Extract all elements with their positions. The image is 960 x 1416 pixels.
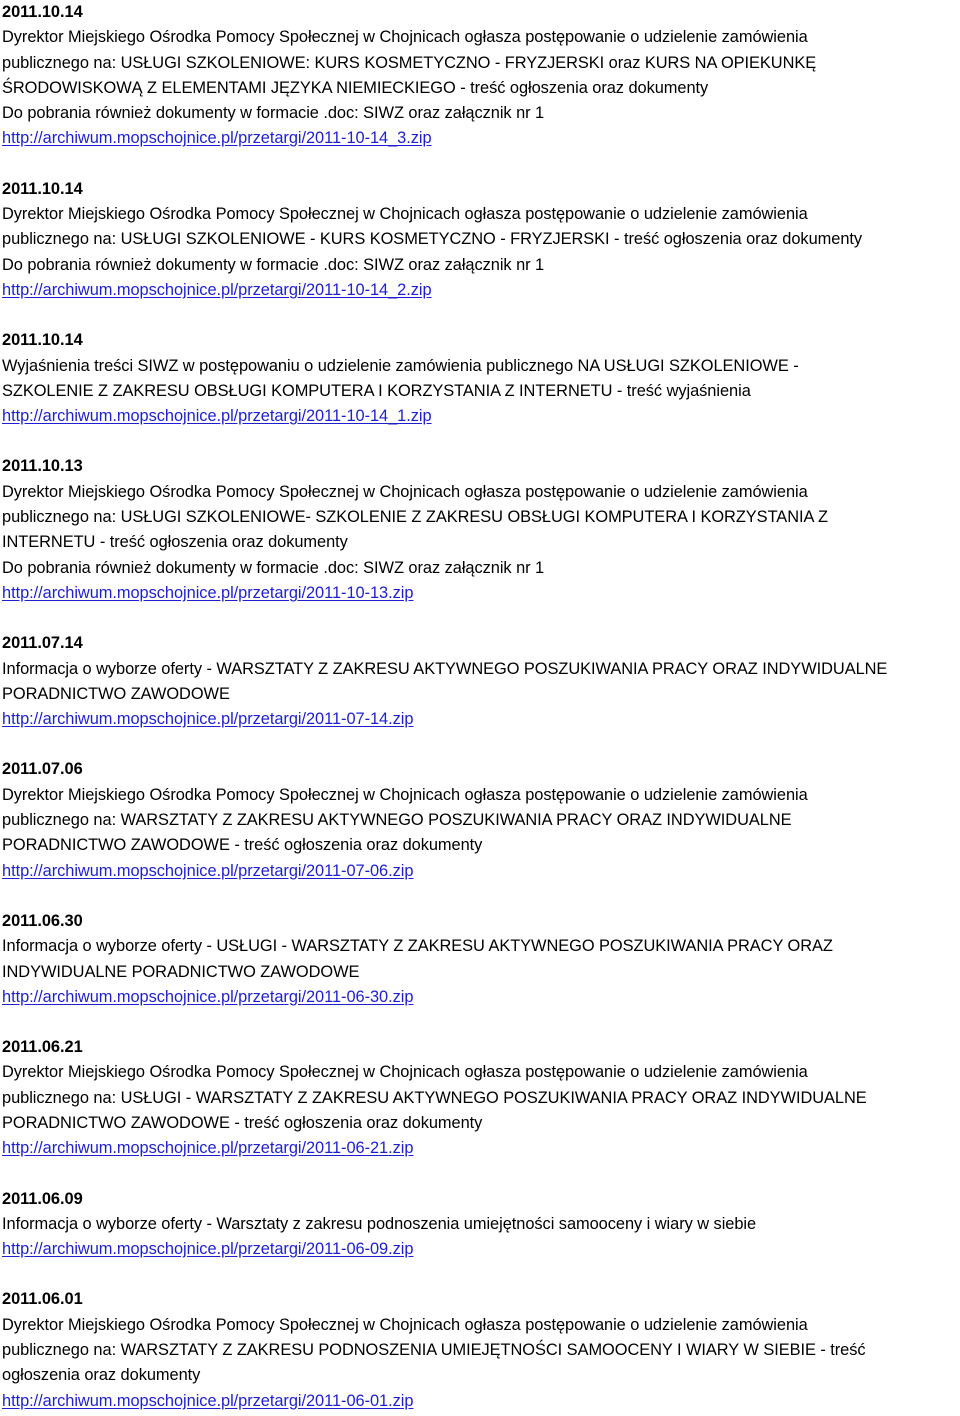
announcement-entry — [2, 1187, 960, 1263]
entry-date: 2011.10.14 — [2, 331, 83, 350]
download-link[interactable]: http://archiwum.mopschojnice.pl/przetargi/2011-06-30.zip — [2, 987, 414, 1006]
entry-text-line: PORADNICTWO ZAWODOWE — [2, 684, 230, 703]
entry-date: 2011.06.01 — [2, 1290, 83, 1309]
entry-text-line: publicznego na: USŁUGI - WARSZTATY Z ZAKRESU AKTYWNEGO POSZUKIWANIA PRACY ORAZ INDYWIDUALNE — [2, 1088, 867, 1107]
entry-date: 2011.06.30 — [2, 911, 83, 930]
announcement-entry — [2, 177, 960, 303]
announcement-entry — [2, 757, 960, 883]
entry-text-line: Dyrektor Miejskiego Ośrodka Pomocy Społecznej w Chojnicach ogłasza postępowanie o udzielenie zamówienia — [2, 1315, 808, 1334]
entry-text-line: Dyrektor Miejskiego Ośrodka Pomocy Społecznej w Chojnicach ogłasza postępowanie o udzielenie zamówienia — [2, 28, 808, 47]
download-link[interactable]: http://archiwum.mopschojnice.pl/przetargi/2011-06-01.zip — [2, 1391, 414, 1410]
entry-text-line: Informacja o wyborze oferty - USŁUGI - WARSZTATY Z ZAKRESU AKTYWNEGO POSZUKIWANIA PRACY ORAZ — [2, 937, 833, 956]
announcement-entry — [2, 454, 960, 606]
download-link[interactable]: http://archiwum.mopschojnice.pl/przetargi/2011-10-13.zip — [2, 583, 414, 602]
announcement-entry — [2, 0, 960, 152]
entry-text-line: ŚRODOWISKOWĄ Z ELEMENTAMI JĘZYKA NIEMIECKIEGO - treść ogłoszenia oraz dokumenty — [2, 78, 709, 97]
download-link[interactable]: http://archiwum.mopschojnice.pl/przetargi/2011-07-14.zip — [2, 710, 414, 729]
entry-date: 2011.06.21 — [2, 1038, 83, 1057]
entry-text-line: Informacja o wyborze oferty - WARSZTATY Z ZAKRESU AKTYWNEGO POSZUKIWANIA PRACY ORAZ INDYWIDUALNE — [2, 659, 888, 678]
entry-text-line: Dyrektor Miejskiego Ośrodka Pomocy Społecznej w Chojnicach ogłasza postępowanie o udzielenie zamówienia — [2, 205, 808, 224]
entry-text-line: Dyrektor Miejskiego Ośrodka Pomocy Społecznej w Chojnicach ogłasza postępowanie o udzielenie zamówienia — [2, 785, 808, 804]
entry-date: 2011.10.13 — [2, 457, 83, 476]
entry-text-line: Wyjaśnienia treści SIWZ w postępowaniu o udzielenie zamówienia publicznego NA USŁUGI SZKOLENIOWE - — [2, 356, 799, 375]
announcement-entry — [2, 631, 960, 732]
entry-text-line: Do pobrania również dokumenty w formacie .doc: SIWZ oraz załącznik nr 1 — [2, 255, 545, 274]
entry-date: 2011.07.06 — [2, 760, 83, 779]
announcement-entry — [2, 1035, 960, 1161]
entry-text-line: Dyrektor Miejskiego Ośrodka Pomocy Społecznej w Chojnicach ogłasza postępowanie o udzielenie zamówienia — [2, 482, 808, 501]
entry-text-line: publicznego na: USŁUGI SZKOLENIOWE - KURS KOSMETYCZNO - FRYZJERSKI - treść ogłoszenia oraz dokumenty — [2, 230, 863, 249]
download-link[interactable]: http://archiwum.mopschojnice.pl/przetargi/2011-10-14_2.zip — [2, 280, 432, 299]
entry-date: 2011.10.14 — [2, 179, 83, 198]
download-link[interactable]: http://archiwum.mopschojnice.pl/przetargi/2011-07-06.zip — [2, 861, 414, 880]
download-link[interactable]: http://archiwum.mopschojnice.pl/przetargi/2011-10-14_1.zip — [2, 407, 432, 426]
entry-text-line: Do pobrania również dokumenty w formacie .doc: SIWZ oraz załącznik nr 1 — [2, 104, 545, 123]
entry-text-line: PORADNICTWO ZAWODOWE - treść ogłoszenia oraz dokumenty — [2, 1113, 483, 1132]
entry-text-line: publicznego na: WARSZTATY Z ZAKRESU AKTYWNEGO POSZUKIWANIA PRACY ORAZ INDYWIDUALNE — [2, 811, 792, 830]
download-link[interactable]: http://archiwum.mopschojnice.pl/przetargi/2011-06-21.zip — [2, 1139, 414, 1158]
entry-date: 2011.10.14 — [2, 3, 83, 21]
entry-date: 2011.06.09 — [2, 1189, 83, 1208]
entry-text-line: Do pobrania również dokumenty w formacie .doc: SIWZ oraz załącznik nr 1 — [2, 558, 545, 577]
entry-text-line: publicznego na: USŁUGI SZKOLENIOWE: KURS KOSMETYCZNO - FRYZJERSKI oraz KURS NA OPIEKUNKĘ — [2, 53, 817, 72]
entry-text-line: INTERNETU - treść ogłoszenia oraz dokumenty — [2, 533, 348, 552]
announcement-entry — [2, 328, 960, 429]
entry-text-line: Informacja o wyborze oferty - Warsztaty z zakresu podnoszenia umiejętności samooceny i wiary w siebie — [2, 1214, 757, 1233]
entry-text-line: INDYWIDUALNE PORADNICTWO ZAWODOWE — [2, 962, 360, 981]
entry-date: 2011.07.14 — [2, 634, 83, 653]
download-link[interactable]: http://archiwum.mopschojnice.pl/przetargi/2011-06-09.zip — [2, 1240, 414, 1259]
download-link[interactable]: http://archiwum.mopschojnice.pl/przetargi/2011-10-14_3.zip — [2, 129, 432, 148]
entry-text-line: SZKOLENIE Z ZAKRESU OBSŁUGI KOMPUTERA I KORZYSTANIA Z INTERNETU - treść wyjaśnienia — [2, 381, 751, 400]
announcement-entry — [2, 909, 960, 1010]
entry-text-line: PORADNICTWO ZAWODOWE - treść ogłoszenia oraz dokumenty — [2, 836, 483, 855]
entry-text-line: ogłoszenia oraz dokumenty — [2, 1366, 201, 1385]
entry-text-line: publicznego na: WARSZTATY Z ZAKRESU PODNOSZENIA UMIEJĘTNOŚCI SAMOOCENY I WIARY W SIEBIE - treść — [2, 1341, 866, 1360]
entry-text-line: Dyrektor Miejskiego Ośrodka Pomocy Społecznej w Chojnicach ogłasza postępowanie o udzielenie zamówienia — [2, 1063, 808, 1082]
entry-text-line: publicznego na: USŁUGI SZKOLENIOWE- SZKOLENIE Z ZAKRESU OBSŁUGI KOMPUTERA I KORZYSTANIA Z — [2, 508, 828, 527]
announcement-entry — [2, 1287, 960, 1413]
